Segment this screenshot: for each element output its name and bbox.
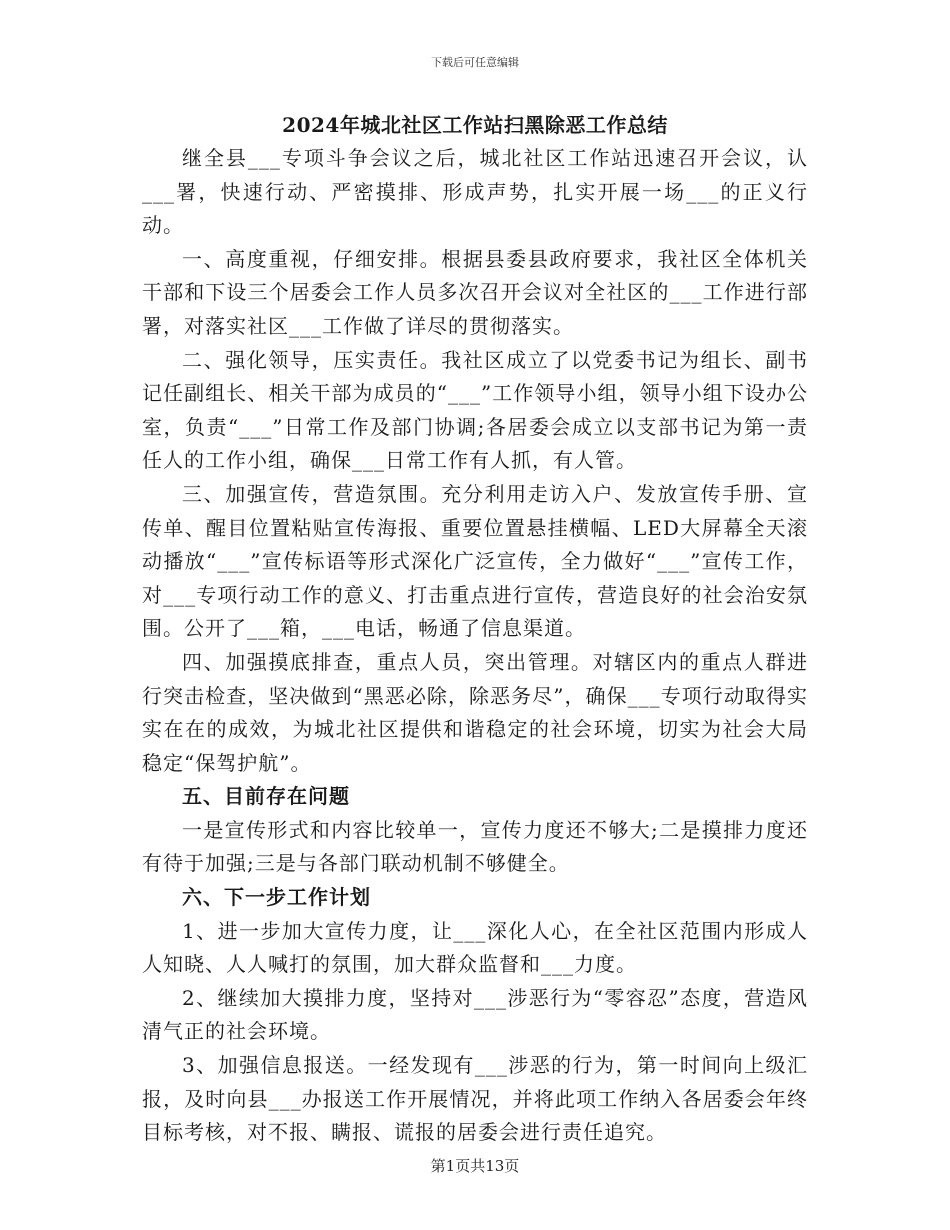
plan-item-1: 1、进一步加大宣传力度，让___深化人心，在全社区范围内形成人人知晓、人人喊打的氛围，加大群众监督和___力度。 — [142, 918, 808, 977]
section-5-heading: 五、目前存在问题 — [182, 784, 350, 809]
paragraph-1: 一、高度重视，仔细安排。根据县委县政府要求，我社区全体机关干部和下设三个居委会工作人员多次召开会议对全社区的___工作进行部署，对落实社区___工作做了详尽的贯彻落实。 — [142, 246, 808, 338]
document-title: 2024年城北社区工作站扫黑除恶工作总结 — [282, 113, 668, 137]
intro-paragraph: 继全县___专项斗争会议之后，城北社区工作站迅速召开会议，认___署，快速行动、严密摸排、形成声势，扎实开展一场___的正义行动。 — [142, 146, 808, 238]
plan-item-3: 3、加强信息报送。一经发现有___涉恶的行为，第一时间向上级汇报，及时向县___办报送工作开展情况，并将此项工作纳入各居委会年终目标考核，对不报、瞒报、谎报的居委会进行责任追究。 — [142, 1053, 808, 1145]
plan-item-2: 2、继续加大摸排力度，坚持对___涉恶行为“零容忍”态度，营造风清气正的社会环境。 — [142, 985, 808, 1044]
section-6-heading: 六、下一步工作计划 — [182, 885, 371, 910]
paragraph-3: 三、加强宣传，营造氛围。充分利用走访入户、发放宣传手册、宣传单、醒目位置粘贴宣传海报、重要位置悬挂横幅、LED大屏幕全天滚动播放“___”宣传标语等形式深化广泛宣传，全力做好“___”宣传工作，对___专项行动工作的意义、打击重点进行宣传，营造良好的社会治安氛围。公开了___箱，___电话，畅通了信息渠道。 — [142, 481, 808, 641]
page-footer: 第1页共13页 — [430, 1157, 520, 1175]
document-body — [142, 108, 808, 1150]
section-5-text: 一是宣传形式和内容比较单一，宣传力度还不够大;二是摸排力度还有待于加强;三是与各部门联动机制不够健全。 — [142, 817, 808, 876]
header-note: 下载后可任意编辑 — [431, 56, 519, 69]
paragraph-4: 四、加强摸底排查，重点人员，突出管理。对辖区内的重点人群进行突击检查，坚决做到“黑恶必除，除恶务尽”，确保___专项行动取得实实在在的成效，为城北社区提供和谐稳定的社会环境，切实为社会大局稳定“保驾护航”。 — [142, 649, 808, 775]
paragraph-2: 二、强化领导，压实责任。我社区成立了以党委书记为组长、副书记任副组长、相关干部为成员的“___”工作领导小组，领导小组下设办公室，负责“___”日常工作及部门协调;各居委会成立以支部书记为第一责任人的工作小组，确保___日常工作有人抓，有人管。 — [142, 347, 808, 473]
